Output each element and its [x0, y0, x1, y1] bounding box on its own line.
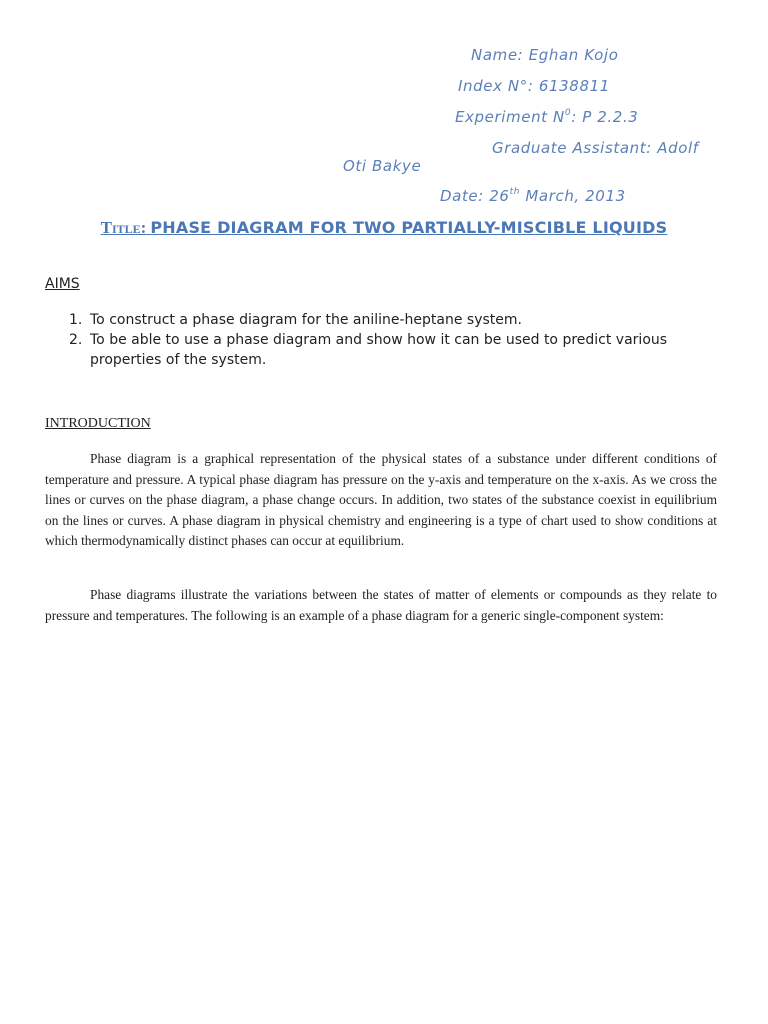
aim-item-2 — [45, 330, 725, 370]
date-superscript: th — [509, 187, 520, 197]
aims-list — [45, 310, 725, 370]
experiment-superscript: 0 — [564, 108, 572, 118]
experiment-prefix: Experiment N — [455, 108, 565, 126]
introduction-heading: INTRODUCTION — [45, 416, 151, 431]
title-text: PHASE DIAGRAM FOR TWO PARTIALLY-MISCIBLE LIQUIDS — [150, 218, 668, 237]
student-name: Name: Eghan Kojo — [471, 46, 619, 64]
report-date — [440, 187, 626, 205]
title-label: Title: — [100, 218, 147, 237]
date-suffix: March, 2013 — [520, 187, 626, 205]
introduction-paragraph-2: Phase diagrams illustrate the variations between the states of matter of elements or compounds as they relate to pressure and temperatures. The following is an example of a phase diagram for a generic single-component system: — [45, 587, 717, 623]
aim-number: 2. — [69, 332, 83, 348]
aims-heading: AIMS — [45, 276, 80, 292]
aim-text: To be able to use a phase diagram and show how it can be used to predict various properties of the system. — [90, 332, 668, 368]
introduction-paragraph-1: Phase diagram is a graphical representation of the physical states of a substance under different conditions of temperature and pressure. A typical phase diagram has pressure on the y-axis and temperature on the x-axis. As we cross the lines or curves on the phase diagram, a phase change occurs. In addition, two states of the substance coexist in equilibrium on the lines or curves. A phase diagram in physical chemistry and engineering is a type of chart used to show conditions at which thermodynamically distinct phases can occur at equilibrium. — [45, 451, 717, 549]
graduate-assistant-line2: Oti Bakye — [343, 157, 422, 175]
index-number: Index N°: 6138811 — [458, 77, 610, 95]
aim-item-1 — [45, 310, 725, 330]
document-title — [0, 218, 768, 238]
experiment-suffix: : P 2.2.3 — [571, 108, 639, 126]
date-prefix: Date: 26 — [440, 187, 510, 205]
aim-number: 1. — [69, 312, 83, 328]
experiment-number — [455, 108, 638, 126]
aim-text: To construct a phase diagram for the aniline-heptane system. — [90, 312, 522, 328]
graduate-assistant-line1: Graduate Assistant: Adolf — [492, 139, 699, 157]
